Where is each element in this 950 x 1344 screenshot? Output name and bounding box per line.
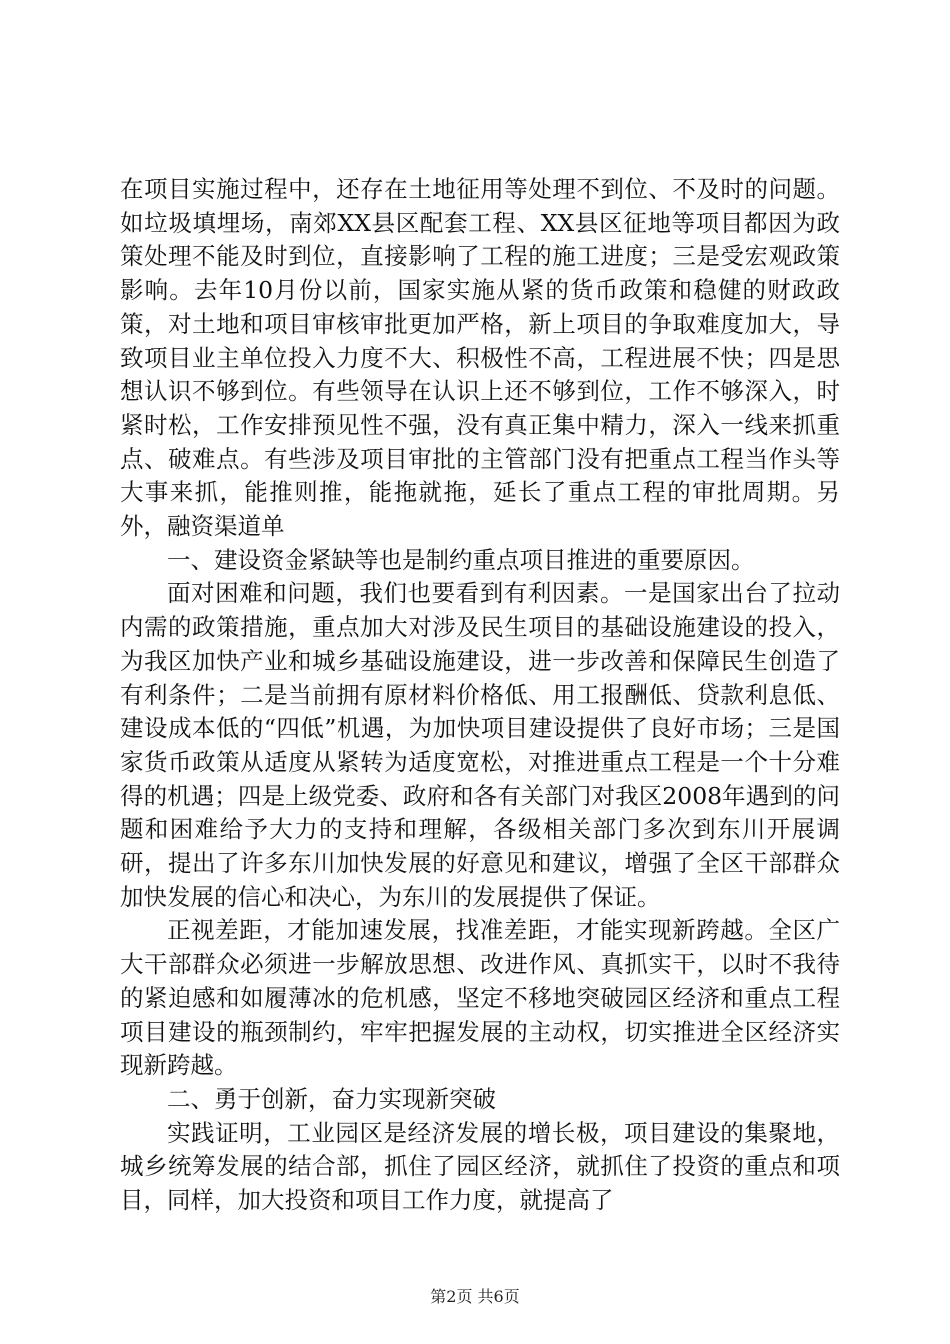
section-heading-1: 一、建设资金紧缺等也是制约重点项目推进的重要原因。	[167, 545, 755, 574]
section-heading-2: 二、勇于创新，奋力实现新突破	[167, 1084, 496, 1113]
paragraph-3: 正视差距，才能加速发展，找准差距，才能实现新跨越。全区广大干部群众必须进一步解放思想、改进作风、真抓实干，以时不我待的紧迫感和如履薄冰的危机感，坚定不移地突破园区经济和重点工程项目建设的瓶颈制约，牢牢把握发展的主动权，切实推进全区经济实现新跨越。	[120, 916, 840, 1080]
paragraph-1: 在项目实施过程中，还存在土地征用等处理不到位、不及时的问题。如垃圾填埋场，南郊XX县区配套工程、XX县区征地等项目都因为政策处理不能及时到位，直接影响了工程的施工进度；三是受宏观政策影响。去年10月份以前，国家实施从紧的货币政策和稳健的财政政策，对土地和项目审核审批更加严格，新上项目的争取难度加大，导致项目业主单位投入力度不大、积极性不高，工程进展不快；四是思想认识不够到位。有些领导在认识上还不够到位，工作不够深入，时紧时松，工作安排预见性不强，没有真正集中精力，深入一线来抓重点、破难点。有些涉及项目审批的主管部门没有把重点工程当作头等大事来抓，能推则推，能拖就拖，延长了重点工程的审批周期。另外，融资渠道单	[120, 175, 840, 541]
paragraph-2: 面对困难和问题，我们也要看到有利因素。一是国家出台了拉动内需的政策措施，重点加大对涉及民生项目的基础设施建设的投入，为我区加快产业和城乡基础设施建设，进一步改善和保障民生创造了有利条件；二是当前拥有原材料价格低、用工报酬低、贷款利息低、建设成本低的“四低”机遇，为加快项目建设提供了良好市场；三是国家货币政策从适度从紧转为适度宽松，对推进重点工程是一个十分难得的机遇；四是上级党委、政府和各有关部门对我区2008年遇到的问题和困难给予大力的支持和理解，各级相关部门多次到东川开展调研，提出了许多东川加快发展的好意见和建议，增强了全区干部群众加快发展的信心和决心，为东川的发展提供了保证。	[120, 579, 840, 911]
paragraph-4: 实践证明，工业园区是经济发展的增长极，项目建设的集聚地，城乡统筹发展的结合部，抓住了园区经济，就抓住了投资的重点和项目，同样，加大投资和项目工作力度，就提高了	[120, 1118, 840, 1215]
page-number-footer: 第2页 共6页	[430, 1287, 520, 1306]
document-body	[120, 173, 840, 1218]
